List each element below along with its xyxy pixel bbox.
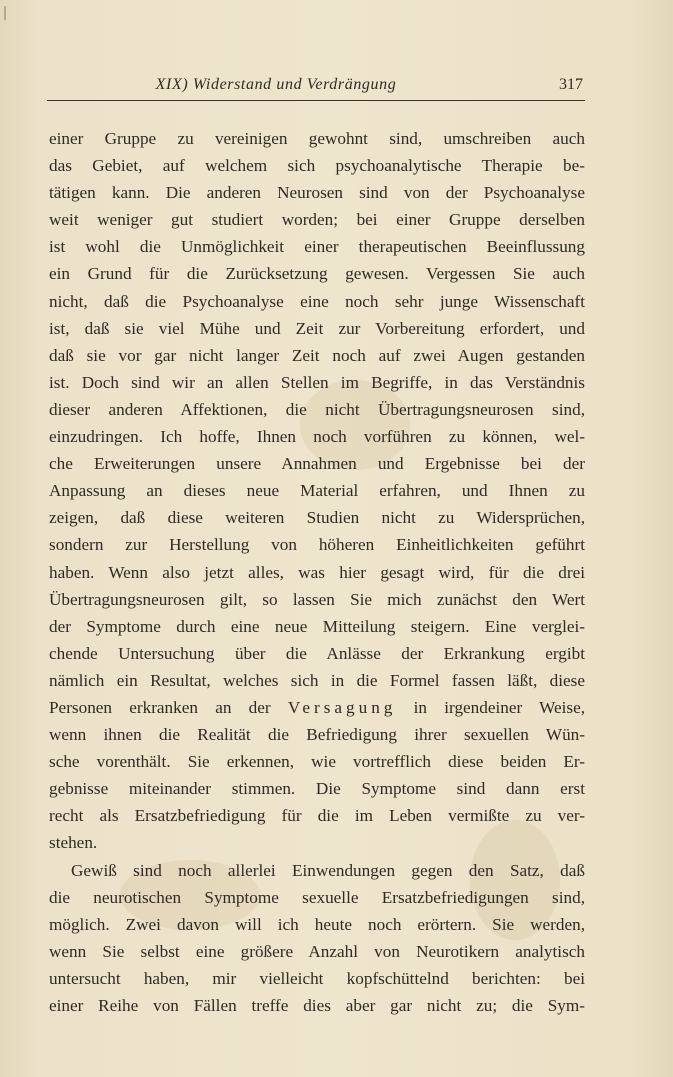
text-line: einzudringen. Ich hoffe, Ihnen noch vorführen zu können, wel-: [49, 427, 585, 447]
text-line: sche vorenthält. Sie erkennen, wie vortrefflich diese beiden Er-: [49, 752, 585, 772]
text-line: Gewiß sind noch allerlei Einwendungen gegen den Satz, daß: [71, 860, 585, 880]
page-edge-mark: [4, 6, 6, 20]
text-fragment: Personen erkranken an der: [49, 697, 288, 717]
running-title: XIX) Widerstand und Verdrängung: [155, 76, 397, 93]
text-line: ist wohl die Unmöglichkeit einer therapeutischen Beeinflussung: [49, 237, 585, 257]
text-fragment: in irgendeiner Weise,: [396, 697, 585, 717]
text-line: stehen.: [49, 833, 98, 853]
text-line: das Gebiet, auf welchem sich psychoanalytische Therapie be-: [49, 156, 585, 176]
text-line: ist. Doch sind wir an allen Stellen im Begriffe, in das Verständnis: [49, 372, 585, 392]
text-line: dieser anderen Affektionen, die nicht Übertragungsneurosen sind,: [49, 399, 585, 419]
text-line: einer Reihe von Fällen treffe dies aber gar nicht zu; die Sym-: [49, 996, 585, 1015]
running-header: [47, 70, 585, 101]
text-line: daß sie vor gar nicht langer Zeit noch auf zwei Augen gestanden: [49, 345, 585, 365]
text-line: nämlich ein Resultat, welches sich in die Formel fassen läßt, diese: [49, 670, 585, 690]
spaced-emphasis-word: Versagung: [287, 697, 397, 717]
text-line: zeigen, daß diese weiteren Studien nicht zu Widersprüchen,: [49, 508, 585, 528]
text-line: tätigen kann. Die anderen Neurosen sind von der Psychoanalyse: [49, 183, 585, 203]
text-line: einer Gruppe zu vereinigen gewohnt sind, umschreiben auch: [49, 129, 585, 148]
text-line: Anpassung an dieses neue Material erfahren, und Ihnen zu: [49, 481, 585, 501]
page-number: 317: [559, 76, 583, 93]
text-line: ist, daß sie viel Mühe und Zeit zur Vorbereitung erfordert, und: [49, 318, 585, 338]
body-text: [49, 125, 585, 1019]
text-line: ein Grund für die Zurücksetzung gewesen. Vergessen Sie auch: [49, 264, 585, 284]
text-line: recht als Ersatzbefriedigung für die im Leben vermißte zu ver-: [49, 806, 585, 826]
text-line: untersucht haben, mir vielleicht kopfschüttelnd berichten: bei: [49, 968, 585, 988]
text-line: haben. Wenn also jetzt alles, was hier gesagt wird, für die drei: [49, 562, 585, 582]
text-line: wenn Sie selbst eine größere Anzahl von Neurotikern analytisch: [49, 941, 585, 961]
text-line: che Erweiterungen unsere Annahmen und Ergebnisse bei der: [49, 454, 585, 474]
text-line: Übertragungsneurosen gilt, so lassen Sie mich zunächst den Wert: [49, 589, 585, 609]
text-line-with-emphasis: [49, 694, 585, 721]
text-line: nicht, daß die Psychoanalyse eine noch sehr junge Wissenschaft: [49, 291, 585, 311]
text-line: gebnisse miteinander stimmen. Die Symptome sind dann erst: [49, 779, 585, 799]
text-line: weit weniger gut studiert worden; bei einer Gruppe derselben: [49, 210, 585, 230]
text-line: wenn ihnen die Realität die Befriedigung ihrer sexuellen Wün-: [49, 725, 585, 745]
text-line: möglich. Zwei davon will ich heute noch erörtern. Sie werden,: [49, 914, 585, 934]
text-line: der Symptome durch eine neue Mitteilung steigern. Eine verglei-: [49, 616, 585, 636]
text-line: sondern zur Herstellung von höheren Einheitlichkeiten geführt: [49, 535, 585, 555]
text-line: die neurotischen Symptome sexuelle Ersatzbefriedigungen sind,: [49, 887, 585, 907]
text-line: chende Untersuchung über die Anlässe der Erkrankung ergibt: [49, 643, 585, 663]
